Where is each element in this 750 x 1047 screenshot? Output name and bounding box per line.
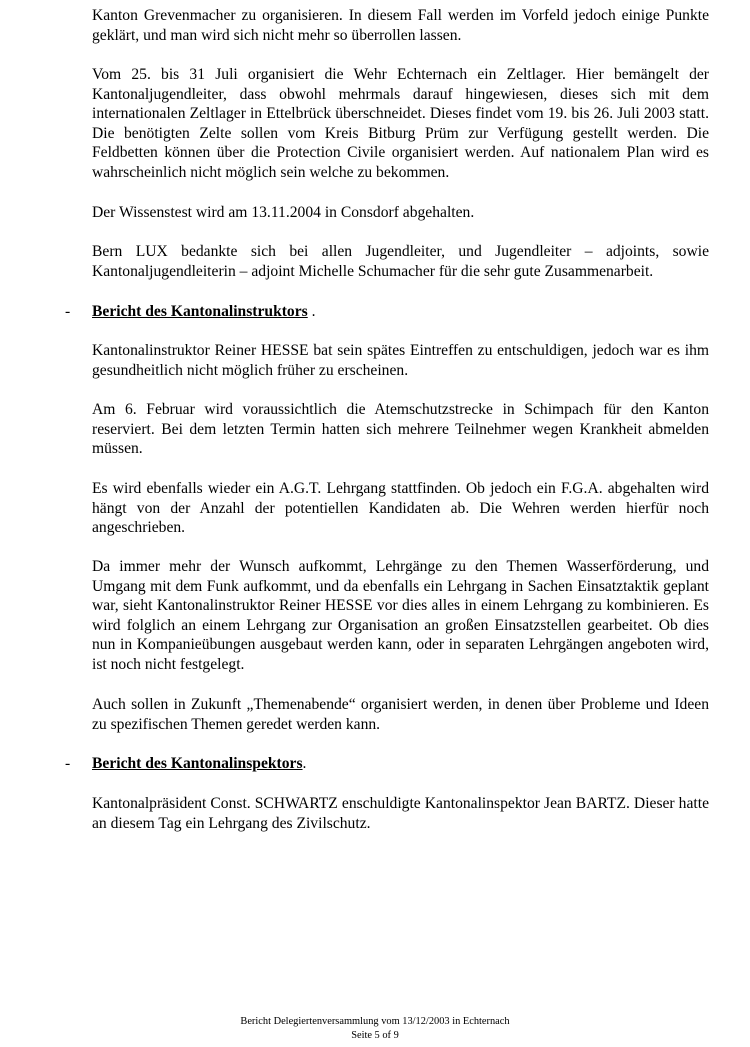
paragraph-atemschutzstrecke: Am 6. Februar wird voraussichtlich die Atemschutzstrecke in Schimpach für den Kanton reserviert. Bei dem letzten Termin hatten sich mehrere Teilnehmer wegen Krankheit abmelden müssen. <box>92 401 709 458</box>
paragraph-schwartz: Kantonalpräsident Const. SCHWARTZ enschuldigte Kantonalinspektor Jean BARTZ. Dieser hatte an diesem Tag ein Lehrgang des Zivilschutz. <box>92 795 709 832</box>
paragraph-hesse-entschuldigung: Kantonalinstruktor Reiner HESSE bat sein spätes Eintreffen zu entschuldigen, jedoch war es ihm gesundheitlich nicht möglich früher zu erscheinen. <box>92 342 709 379</box>
heading-kantonalinspektor: Bericht des Kantonalinspektors <box>92 755 303 772</box>
list-dash: - <box>65 303 71 320</box>
heading-kantonalinstruktor: Bericht des Kantonalinstruktors <box>92 303 308 320</box>
paragraph-wissenstest: Der Wissenstest wird am 13.11.2004 in Consdorf abgehalten. <box>92 204 475 221</box>
footer-title: Bericht Delegiertenversammlung vom 13/12/2003 in Echternach <box>240 1016 510 1027</box>
paragraph-grevenmacher: Kanton Grevenmacher zu organisieren. In diesem Fall werden im Vorfeld jedoch einige Punkte geklärt, und man wird sich nicht mehr so überrollen lassen. <box>92 7 709 44</box>
paragraph-themenabende: Auch sollen in Zukunft „Themenabende“ organisiert werden, in denen über Probleme und Ideen zu spezifischen Themen geredet werden kann. <box>92 696 709 733</box>
list-dash: - <box>65 755 71 772</box>
heading-suffix: . <box>302 755 307 772</box>
paragraph-zeltlager: Vom 25. bis 31 Juli organisiert die Wehr Echternach ein Zeltlager. Hier bemängelt der Kantonaljugendleiter, dass obwohl mehrmals darauf hingewiesen, dieses sich mit dem internationalen Zeltlager in Ettelbrück überschneidet. Dieses findet vom 19. bis 26. Juli 2003 statt. Die benötigten Zelte sollen vom Kreis Bitburg Prüm zur Verfügung gestellt werden. Die Feldbetten können über die Protection Civile organisiert werden. Auf nationalem Plan wird es wahrscheinlich nicht möglich sein welche zu bekommen. <box>92 66 709 181</box>
section-heading-kantonalinstruktor <box>65 302 709 322</box>
paragraph-dank: Bern LUX bedankte sich bei allen Jugendleiter, und Jugendleiter – adjoints, sowie Kantonaljugendleiterin – adjoint Michelle Schumacher für die sehr gute Zusammenarbeit. <box>92 243 709 280</box>
section-heading-kantonalinspektor <box>65 754 709 774</box>
heading-suffix: . <box>307 303 316 320</box>
paragraph-lehrgang-kombination: Da immer mehr der Wunsch aufkommt, Lehrgänge zu den Themen Wasserförderung, und Umgang mit dem Funk aufkommt, und da ebenfalls ein Lehrgang in Sachen Einsatztaktik geplant war, sieht Kantonalinstruktor Reiner HESSE vor dies alles in einem Lehrgang zu kombinieren. Es wird folglich an einem Lehrgang zur Organisation an großen Einsatzstellen gearbeitet. Ob dies nun in Kompanieübungen ausgebaut werden kann, oder in separaten Lehrgängen angeboten wird, ist noch nicht festgelegt. <box>92 558 709 673</box>
footer-page-number: Seite 5 of 9 <box>351 1030 399 1041</box>
paragraph-agt-lehrgang: Es wird ebenfalls wieder ein A.G.T. Lehrgang stattfinden. Ob jedoch ein F.G.A. abgehalten wird hängt von der Anzahl der potentiellen Kandidaten ab. Die Wehren werden hierfür noch angeschrieben. <box>92 480 709 537</box>
